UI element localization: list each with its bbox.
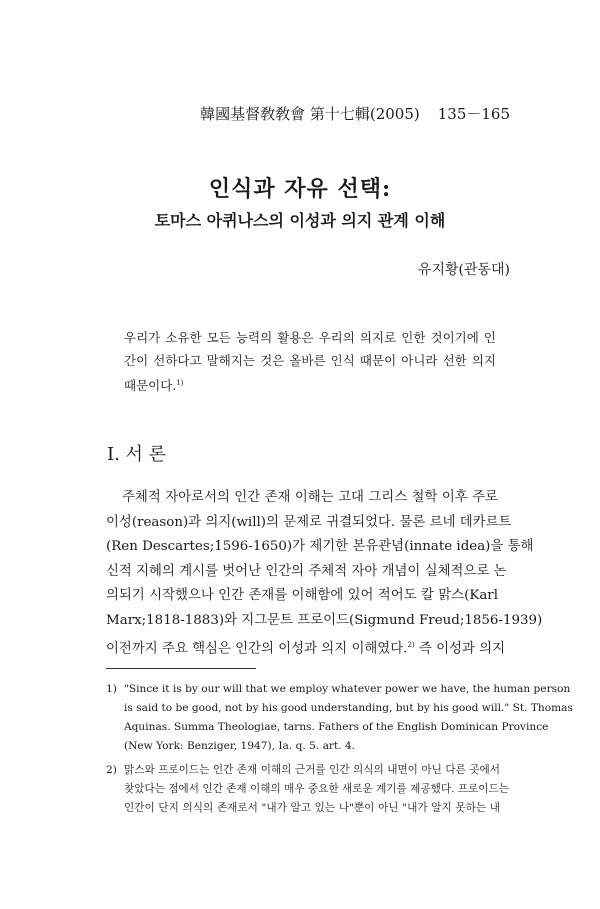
epigraph: [124, 326, 496, 397]
footnote-number: 2): [106, 764, 117, 776]
footnote-line: is said to be good, not by his good understanding, but by his good will." St. Thomas: [124, 702, 573, 714]
author-line: 유지황(관동대): [417, 262, 510, 278]
section-heading: I. 서 론: [107, 444, 167, 465]
footnote-ref-2[interactable]: 2): [407, 641, 415, 649]
paper-subtitle: 토마스 아퀴나스의 이성과 의지 관계 이해: [154, 211, 446, 230]
footnote-number: 1): [106, 683, 117, 695]
body-line-last: [106, 633, 506, 662]
body-line-text: 이전까지 주요 핵심은 인간의 이성과 의지 이해였다.: [106, 641, 408, 657]
footnote-1: [106, 680, 573, 756]
body-line: 의되기 시작했으나 인간 존재를 이해함에 있어 적어도 칼 맑스(Karl: [106, 588, 498, 603]
page-range: 135－165: [437, 105, 510, 123]
footnote-line: 인간이 단지 의식의 존재로서 "내가 알고 있는 나"뿐이 아닌 "내가 알지 못하는 내: [124, 802, 500, 814]
paper-title: 인식과 자유 선택:: [208, 176, 392, 202]
body-paragraph: [106, 486, 543, 662]
footnote-line: (New York: Benziger, 1947), Ia. q. 5. art. 4.: [124, 740, 356, 752]
running-header: [200, 103, 510, 124]
body-line: 신적 지혜의 계시를 벗어난 인간의 주체적 자아 개념이 실체적으로 논: [106, 563, 507, 579]
body-line: 이성(reason)과 의지(will)의 문제로 귀결되었다. 물론 르네 데카르트: [106, 514, 512, 530]
footnote-2: [106, 761, 509, 818]
body-line-text: 즉 이성과 의지: [414, 641, 506, 657]
footnote-line: 맑스와 프로이드는 인간 존재 이해의 근거를 인간 의식의 내면이 아닌 다른 곳에서: [124, 764, 500, 776]
footnote-line: "Since it is by our will that we employ whatever power we have, the human person: [124, 683, 571, 695]
footnotes: [106, 680, 573, 823]
journal-name: 韓國基督敎敎會 第十七輯(2005): [200, 105, 420, 123]
footnote-ref-1[interactable]: 1): [176, 379, 184, 387]
epigraph-text: 우리가 소유한 모든 능력의 활용은 우리의 의지로 인한 것이기에 인간이 선하다고 말해지는 것은 올바른 인식 때문이 아니라 선한 의지 때문이다.: [124, 330, 496, 394]
body-line: Marx;1818-1883)와 지그문트 프로이드(Sigmund Freud;1856-1939): [106, 612, 543, 628]
footnote-divider: [106, 668, 256, 669]
body-line: (Ren Descartes;1596-1650)가 제기한 본유관념(innate idea)을 통해: [106, 539, 534, 554]
body-line: 주체적 자아로서의 인간 존재 이해는 고대 그리스 철학 이후 주로: [122, 490, 498, 505]
footnote-line: 찾았다는 점에서 인간 존재 이해의 매우 중요한 새로운 계기를 제공했다. 프로이드는: [124, 783, 509, 795]
footnote-line: Aquinas. Summa Theologiae, tarns. Fathers of the English Dominican Province: [124, 721, 549, 733]
